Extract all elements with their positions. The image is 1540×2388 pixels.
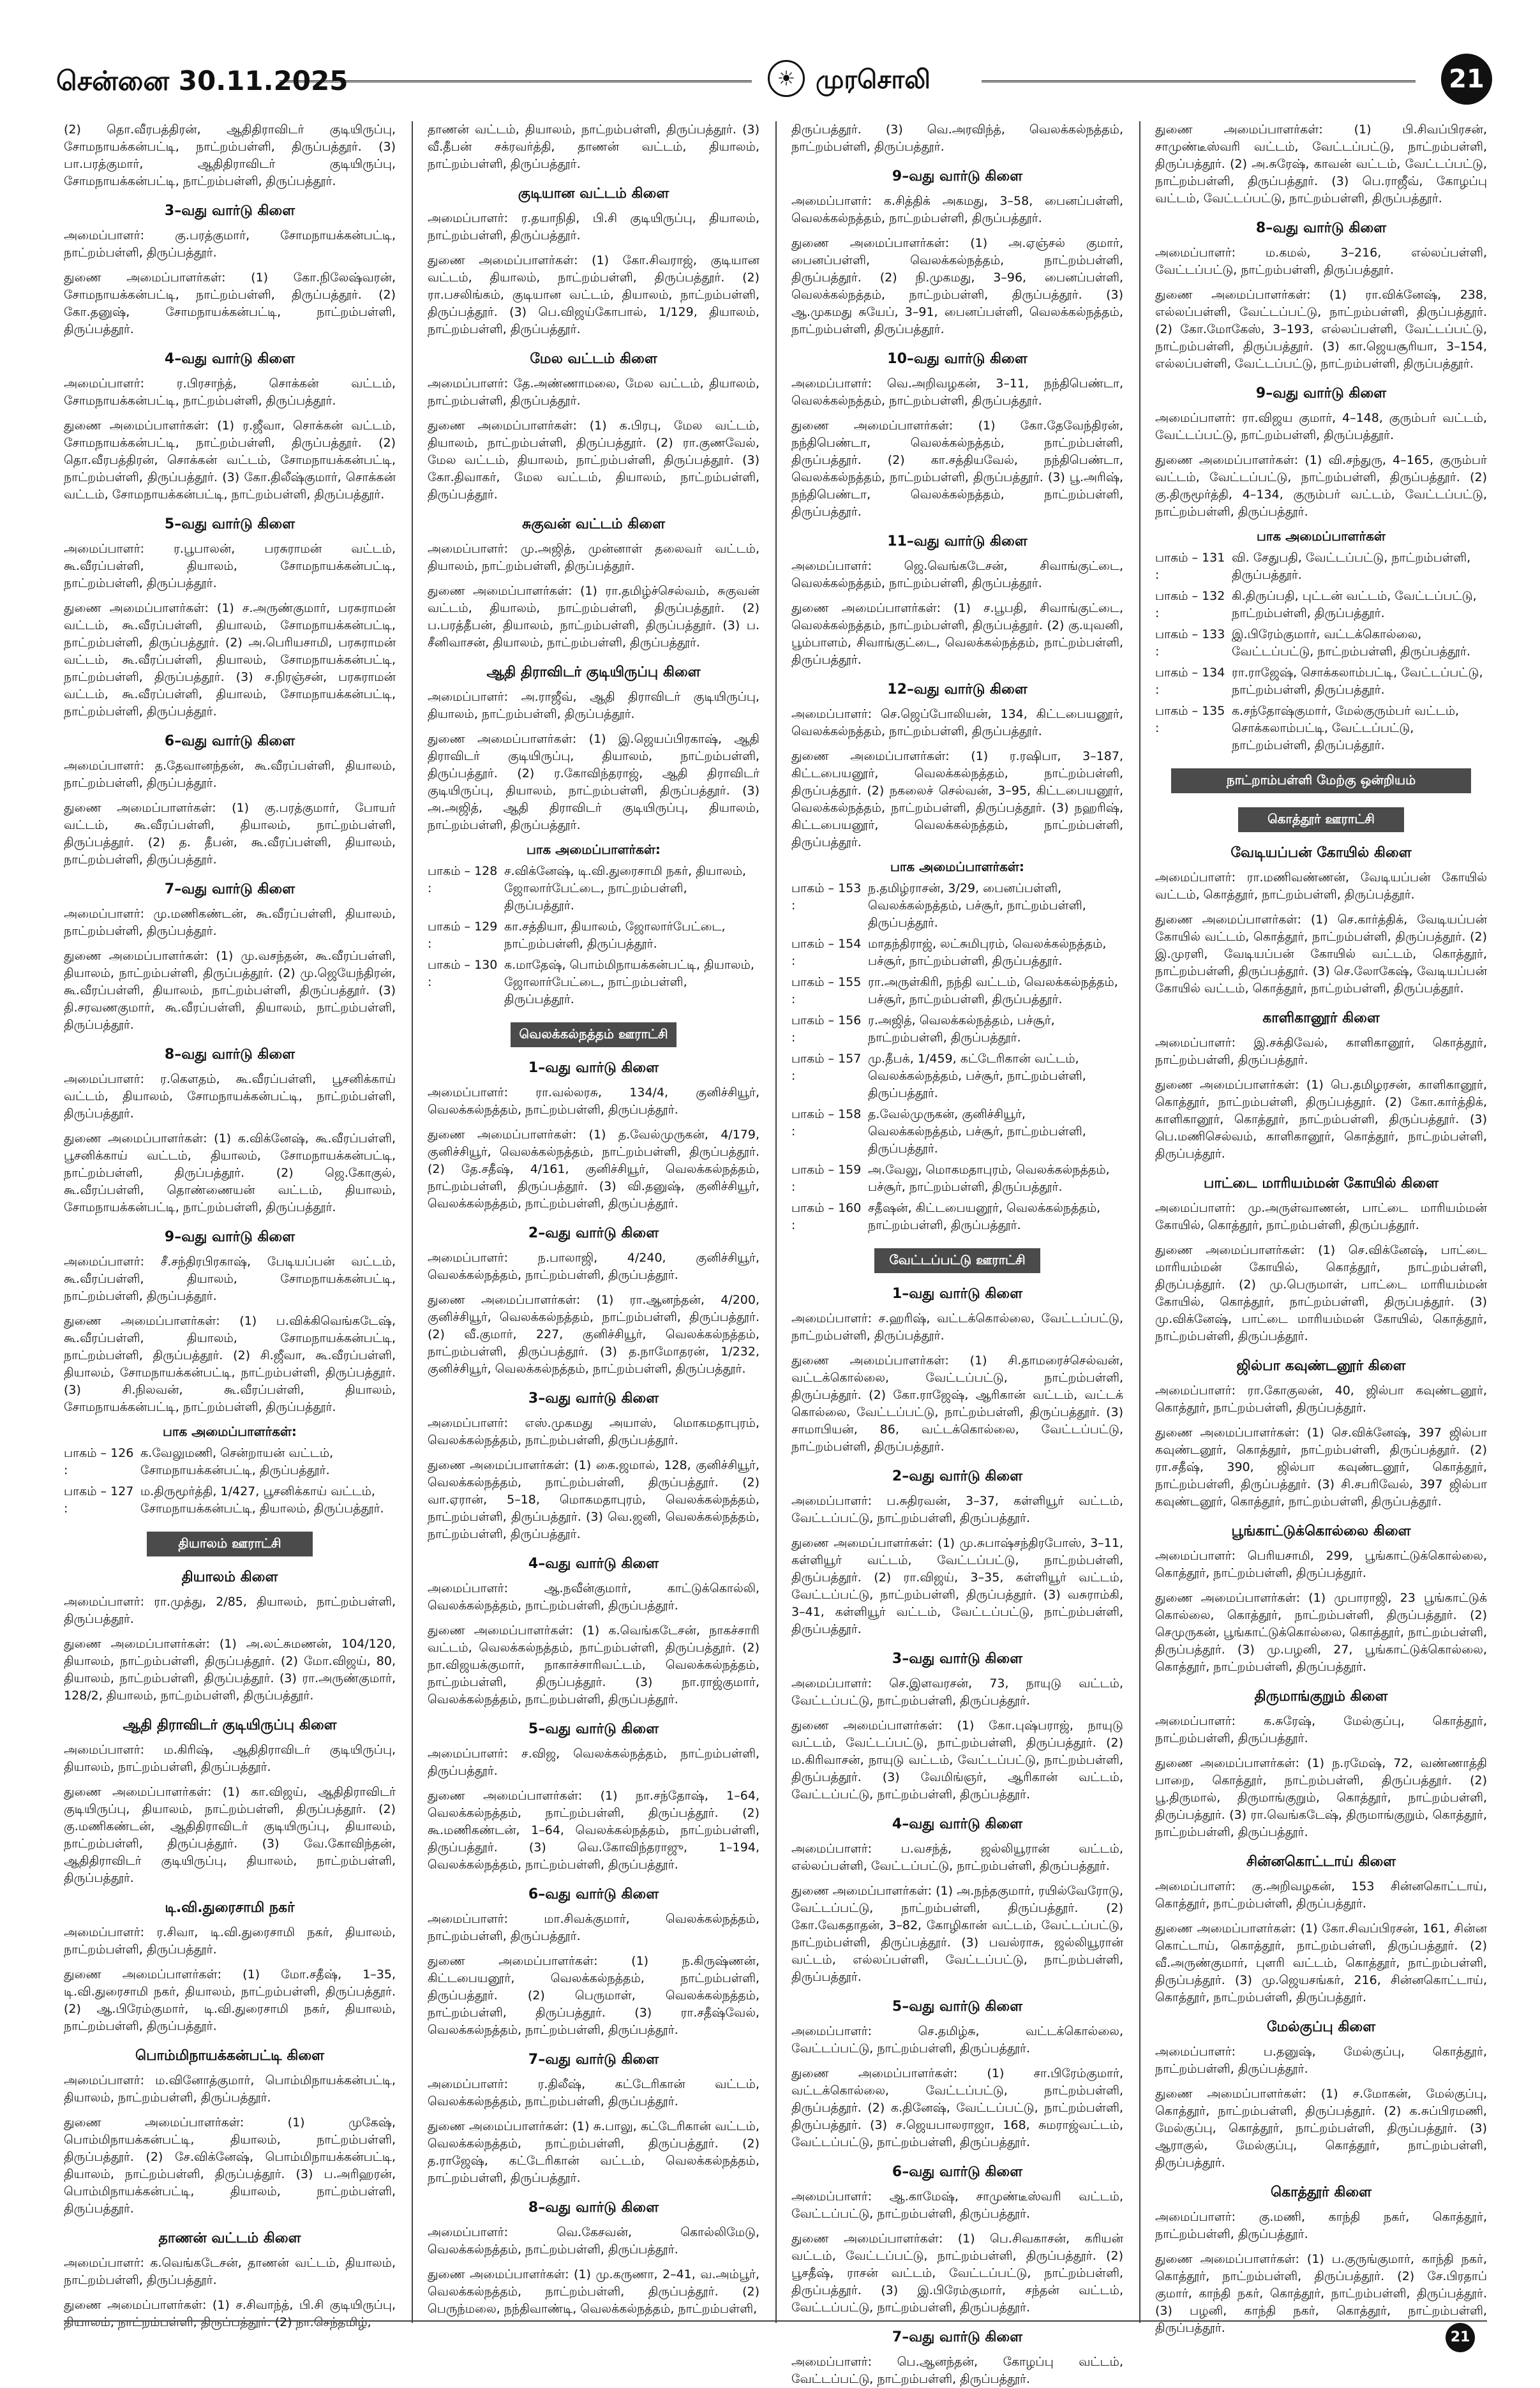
deputy-organizers-entry: துணை அமைப்பாளர்கள்: (1) மோ.சதீஷ், 1–35, டி.வி.துரைசாமி நகர், தியாலம், நாட்றம்பள்ளி, திருப்பத்தூர். (2) ஆ.பிரேம்குமார், டி.வி.துரைசாமி நகர், தியாலம், நாட்றம்பள்ளி, திருப்பத்தூர். [64,1967,396,2033]
deputy-organizers-entry: துணை அமைப்பாளர்கள்: (1) கோ.நிலேஷ்வரன், சோமநாயக்கன்பட்டி, நாட்றம்பள்ளி, திருப்பத்தூர். (2) கோ.தனுஷ், சோமநாயக்கன்பட்டி, நாட்றம்பள்ளி, திருப்பத்தூர். [64,271,396,336]
booth-label: பாகம் – 156 : [791,1013,862,1045]
section-heading: 12–வது வார்டு கிளை [887,682,1028,698]
deputy-organizers-entry: துணை அமைப்பாளர்கள்: (1) ச.மோகன், மேல்குப்பு, கொத்தூர், நாட்றம்பள்ளி, திருப்பத்தூர். (2) க.சுப்பிரமணி, மேல்குப்பு, கொத்தூர், நாட்றம்பள்ளி, திருப்பத்தூர். (3) ஆராகுல், மேல்குப்பு, கொத்தூர், நாட்றம்பள்ளி, திருப்பத்தூர். [1155,2087,1487,2170]
organizer-entry: அமைப்பாளர்: அ.ராஜீவ், ஆதி திராவிடர் குடியிருப்பு, தியாலம், நாட்றம்பள்ளி, திருப்பத்தூர். [428,690,759,721]
organizer-entry: அமைப்பாளர்: ர.கௌதம், கூ.வீரப்பள்ளி, பூசனிக்காய் வட்டம், தியாலம், சோமநாயக்கன்பட்டி, நாட்றம்பள்ளி, திருப்பத்தூர். [64,1072,396,1121]
section-heading: 6–வது வார்டு கிளை [528,1886,659,1902]
organizer-entry: அமைப்பாளர்: ந.பாலாஜி, 4/240, குனிச்சியூர், வெலக்கல்நத்தம், நாட்றம்பள்ளி, திருப்பத்தூர். [428,1251,759,1282]
column-3 [791,121,1123,2386]
booth-value: வி. சேதுபதி, வேட்டப்பட்டு, நாட்றம்பள்ளி, திருப்பத்தூர். [1232,551,1471,582]
booth-label: பாகம் – 128 : [428,864,498,895]
deputy-organizers-entry: துணை அமைப்பாளர்கள்: (1) த.வேல்முருகன், 4/179, குனிச்சியூர், வெலக்கல்நத்தம், நாட்றம்பள்ளி, திருப்பத்தூர். (2) தே.சதீஷ், 4/161, குனிச்சியூர், வெலக்கல்நத்தம், நாட்றம்பள்ளி, திருப்பத்தூர். (3) வி.தனுஷ், குனிச்சியூர், வெலக்கல்நத்தம், நாட்றம்பள்ளி, திருப்பத்தூர். [428,1128,759,1211]
booth-value: இ.பிரேம்குமார், வட்டக்கொல்லை, வேட்டப்பட்டு, நாட்றம்பள்ளி, திருப்பத்தூர். [1232,627,1470,659]
deputy-organizers-entry: துணை அமைப்பாளர்கள்: (1) நா.சந்தோஷ், 1–64, வெலக்கல்நத்தம், நாட்றம்பள்ளி, திருப்பத்தூர். (2) கூ.மணிகண்டன், 1–64, வெலக்கல்நத்தம், நாட்றம்பள்ளி, திருப்பத்தூர். (3) வெ.கோவிந்தராஜு, 1–194, வெலக்கல்நத்தம், நாட்றம்பள்ளி, திருப்பத்தூர். [428,1789,759,1872]
section-heading: சுகுவன் வட்டம் கிளை [522,516,665,532]
organizer-entry: அமைப்பாளர்: த.தேவானந்தன், கூ.வீரப்பள்ளி, தியாலம், நாட்றம்பள்ளி, திருப்பத்தூர். [64,759,396,790]
panchayat-banner: வெலக்கல்நத்தம் ஊராட்சி [511,1022,677,1047]
deputy-organizers-entry: துணை அமைப்பாளர்கள்: (1) ந.ரமேஷ், 72, வண்ணாத்தி பாறை, கொத்தூர், நாட்றம்பள்ளி, திருப்பத்தூர். (2) பூ.திருமால், திருமாங்குறும், கொத்தூர், நாட்றம்பள்ளி, திருப்பத்தூர். (3) ரா.வெங்கடேஷ், திருமாங்குறும், கொத்தூர், நாட்றம்பள்ளி, திருப்பத்தூர். [1155,1756,1487,1839]
text-paragraph: திருப்பத்தூர். (3) வெ.அரவிந்த், வெலக்கல்நத்தம், நாட்றம்பள்ளி, திருப்பத்தூர். [791,123,1123,154]
organizer-entry: அமைப்பாளர்: பெ.ஆனந்தன், கோழப்பு வட்டம், வேட்டப்பட்டு, நாட்றம்பள்ளி, திருப்பத்தூர். [791,2355,1123,2386]
organizer-entry: அமைப்பாளர்: மு.அருள்வாணன், பாட்டை மாரியம்மன் கோயில், கொத்தூர், நாட்றம்பள்ளி, திருப்பத்தூர். [1155,1201,1487,1232]
booth-value: ந.தமிழ்ராசன், 3/29, பைனப்பள்ளி, வெலக்கல்நத்தம், பச்சூர், நாட்றம்பள்ளி, திருப்பத்தூர். [868,881,1086,930]
section-heading: 3–வது வார்டு கிளை [892,1651,1023,1667]
deputy-organizers-entry: துணை அமைப்பாளர்கள்: (1) ந.கிருஷ்ணன், கிட்டபையனூர், வெலக்கல்நத்தம், நாட்றம்பள்ளி, திருப்பத்தூர். (2) பெருமாள், வெலக்கல்நத்தம், நாட்றம்பள்ளி, திருப்பத்தூர். (3) ரா.சதீஷ்வேல், வெலக்கல்நத்தம், நாட்றம்பள்ளி, திருப்பத்தூர். [428,1954,759,2037]
section-heading: 5–வது வார்டு கிளை [528,1721,659,1737]
organizer-entry: அமைப்பாளர்: ர.தயாநிதி, பி.சி குடியிருப்பு, தியாலம், நாட்றம்பள்ளி, திருப்பத்தூர். [428,211,759,243]
section-heading: 5–வது வார்டு கிளை [892,1999,1023,2015]
deputy-organizers-entry: துணை அமைப்பாளர்கள்: (1) இ.ஜெயப்பிரகாஷ், ஆதி திராவிடர் குடியிருப்பு, தியாலம், நாட்றம்பள்ளி, திருப்பத்தூர். (2) ர.கோவிந்தராஜ், ஆதி திராவிடர் குடியிருப்பு, தியாலம், நாட்றம்பள்ளி, திருப்பத்தூர். (3) அ.அஜித், ஆதி திராவிடர் குடியிருப்பு, தியாலம், நாட்றம்பள்ளி, திருப்பத்தூர். [428,732,759,832]
booth-row [791,936,1123,970]
section-heading: மேல்குப்பு கிளை [1266,2019,1376,2035]
deputy-organizers-entry: துணை அமைப்பாளர்கள்: (1) கை.ஜமால், 128, குனிச்சியூர், வெலக்கல்நத்தம், நாட்றம்பள்ளி, திருப்பத்தூர். (2) வா.ஏரான், 5–18, மொகமதாபுரம், வெலக்கல்நத்தம், நாட்றம்பள்ளி, திருப்பத்தூர். (3) வெ.ஜனி, வெலக்கல்நத்தம், நாட்றம்பள்ளி, திருப்பத்தூர். [428,1458,759,1541]
booth-row [1155,703,1487,754]
booth-label: பாகம் – 132 : [1155,589,1225,620]
organizer-entry: அமைப்பாளர்: ரா.கோகுலன், 40, ஜில்பா கவுண்டனூர், கொத்தூர், நாட்றம்பள்ளி, திருப்பத்தூர். [1155,1384,1487,1415]
booth-row [1155,549,1487,584]
deputy-organizers-entry: துணை அமைப்பாளர்கள்: (1) மு.வசந்தன், கூ.வீரப்பள்ளி, தியாலம், நாட்றம்பள்ளி, திருப்பத்தூர். (2) மு.ஜெயேந்திரன், கூ.வீரப்பள்ளி, தியாலம், நாட்றம்பள்ளி, திருப்பத்தூர். (3) தி.சரவணகுமார், கூ.வீரப்பள்ளி, தியாலம், நாட்றம்பள்ளி, திருப்பத்தூர். [64,949,396,1032]
booth-value: ம.திருமூர்த்தி, 1/427, பூசனிக்காய் வட்டம், சோமநாயக்கன்பட்டி, தியாலம், திருப்பத்தூர். [140,1484,384,1516]
section-heading: தாணன் வட்டம் கிளை [158,2230,301,2246]
section-heading: குடியான வட்டம் கிளை [518,186,669,202]
page-number-badge: 21 [1441,54,1492,105]
deputy-organizers-entry: துணை அமைப்பாளர்கள்: (1) ர.ரஷிபா, 3–187, கிட்டபையனூர், வெலக்கல்நத்தம், நாட்றம்பள்ளி, திருப்பத்தூர். (2) நகலைச் செல்வன், 3–95, கிட்டபையனூர், வெலக்கல்நத்தம், நாட்றம்பள்ளி, திருப்பத்தூர். (3) நஹரிஷ், கிட்டபையனூர், வெலக்கல்நத்தம், நாட்றம்பள்ளி, திருப்பத்தூர். [791,749,1123,849]
booth-row [791,974,1123,1008]
deputy-organizers-entry: துணை அமைப்பாளர்கள்: (1) சா.பிரேம்குமார், வட்டக்கொல்லை, வேட்டப்பட்டு, நாட்றம்பள்ளி, திருப்பத்தூர். (2) க.தினேஷ், வேட்டப்பட்டு, நாட்றம்பள்ளி, திருப்பத்தூர். (3) ச.ஜெயபாலராஜா, 168, சுமராஜ்வட்டம், வேட்டப்பட்டு, நாட்றம்பள்ளி, திருப்பத்தூர். [791,2066,1123,2149]
section-heading: 9–வது வார்டு கிளை [1255,385,1387,401]
booth-row [428,918,759,953]
organizer-entry: அமைப்பாளர்: ர.பூபாலன், பரசுராமன் வட்டம், கூ.வீரப்பள்ளி, தியாலம், சோமநாயக்கன்பட்டி, நாட்றம்பள்ளி, திருப்பத்தூர். [64,542,396,590]
booth-row [791,1050,1123,1102]
booth-row [428,957,759,1008]
booth-row [791,1200,1123,1234]
booth-label: பாகம் – 159 : [791,1163,862,1194]
organizer-entry: அமைப்பாளர்: ச.ஹரிஷ், வட்டக்கொல்லை, வேட்டப்பட்டு, நாட்றம்பள்ளி, திருப்பத்தூர். [791,1311,1123,1343]
section-heading: திருமாங்குறும் கிளை [1254,1689,1388,1705]
section-heading: ஆதி திராவிடர் குடியிருப்பு கிளை [486,664,701,680]
booth-organizers-heading: பாக அமைப்பாளர்கள்: [527,842,661,857]
section-heading: 9–வது வார்டு கிளை [892,168,1023,184]
organizer-entry: அமைப்பாளர்: மு.மணிகண்டன், கூ.வீரப்பள்ளி, தியாலம், நாட்றம்பள்ளி, திருப்பத்தூர். [64,907,396,938]
section-heading: 5–வது வார்டு கிளை [164,516,295,532]
column-1 [64,121,396,2329]
deputy-organizers-entry: துணை அமைப்பாளர்கள்: (1) முகேஷ், பொம்மிநாயக்கன்பட்டி, தியாலம், நாட்றம்பள்ளி, திருப்பத்தூர். (2) சே.விக்னேஷ், பொம்மிநாயக்கன்பட்டி, தியாலம், நாட்றம்பள்ளி, திருப்பத்தூர். (3) ப.அரிஹரன், பொம்மிநாயக்கன்பட்டி, தியாலம், நாட்றம்பள்ளி, திருப்பத்தூர். [64,2116,396,2216]
organizer-entry: அமைப்பாளர்: இ.சக்திவேல், காளிகானூர், கொத்தூர், நாட்றம்பள்ளி, திருப்பத்தூர். [1155,1036,1487,1067]
section-heading: 1–வது வார்டு கிளை [528,1060,659,1076]
deputy-organizers-entry: துணை அமைப்பாளர்கள்: (1) கோ.சிவப்பிரசன், 161, சின்ன கொட்டாய், கொத்தூர், நாட்றம்பள்ளி, திருப்பத்தூர். (2) வீ.அருண்குமார், புளரி வட்டம், கொத்தூர், நாட்றம்பள்ளி, திருப்பத்தூர். (3) மு.ஜெயசங்கர், 216, சின்னகொட்டாய், கொத்தூர், நாட்றம்பள்ளி, திருப்பத்தூர். [1155,1922,1487,2004]
booth-value: ரா.ராஜேஷ், சொக்கலாம்பட்டி, வேட்டப்பட்டு, நாட்றம்பள்ளி, திருப்பத்தூர். [1232,666,1483,697]
deputy-organizers-entry: துணை அமைப்பாளர்கள்: (1) கோ.புஷ்பராஜ், நாயுடு வட்டம், வேட்டப்பட்டு, நாட்றம்பள்ளி, திருப்பத்தூர். (2) ம.கிரிவாசன், நாயுடு வட்டம், வேட்டப்பட்டு, நாட்றம்பள்ளி, திருப்பத்தூர். (3) வேமிங்ஞர், ஆரிகான் வட்டம், வேட்டப்பட்டு, நாட்றம்பள்ளி, திருப்பத்தூர். [791,1719,1123,1802]
issue-date: சென்னை 30.11.2025 [56,65,348,96]
booth-row [1155,588,1487,622]
deputy-organizers-entry: துணை அமைப்பாளர்கள்: (1) ரா.தமிழ்ச்செல்வம், சுகுவன் வட்டம், தியாலம், நாட்றம்பள்ளி, திருப்பத்தூர். (2) ப.பரத்தீபன், தியாலம், நாட்றம்பள்ளி, திருப்பத்தூர். (3) ப. சீனிவாசன், தியாலம், நாட்றம்பள்ளி, திருப்பத்தூர். [428,584,759,650]
section-heading: 3–வது வார்டு கிளை [164,203,295,219]
booth-label: பாகம் – 158 : [791,1107,862,1138]
deputy-organizers-entry: துணை அமைப்பாளர்கள்: (1) ச.சிவாந்த், பி.சி குடியிருப்பு, தியாலம், நாட்றம்பள்ளி, திருப்பத்தூர். (2) நா.செந்தமிழ், [64,2298,396,2329]
booth-value: மாதந்திராஜ், லட்சுமிபுரம், வெலக்கல்நத்தம், பச்சூர், நாட்றம்பள்ளி, திருப்பத்தூர். [868,937,1107,968]
booth-label: பாகம் – 130 : [428,958,498,989]
deputy-organizers-entry: துணை அமைப்பாளர்கள்: (1) கோ.சிவராஜ், குடியான வட்டம், தியாலம், நாட்றம்பள்ளி, திருப்பத்தூர். (2) ரா.பசலிங்கம், குடியான வட்டம், தியாலம், நாட்றம்பள்ளி, திருப்பத்தூர். (3) பெ.விஜய்கோபால், 1/129, தியாலம், நாட்றம்பள்ளி, திருப்பத்தூர். [428,253,759,336]
organizer-entry: அமைப்பாளர்: ரா.மணிவண்ணன், வேடியப்பன் கோயில் வட்டம், கொத்தூர், நாட்றம்பள்ளி, திருப்பத்தூர். [1155,870,1487,902]
booth-row [64,1445,396,1479]
organizer-entry: அமைப்பாளர்: ம.கிரிஷ், ஆதிதிராவிடர் குடியிருப்பு, தியாலம், நாட்றம்பள்ளி, திருப்பத்தூர். [64,1743,396,1774]
organizer-entry: அமைப்பாளர்: ர.பிரசாந்த், சொக்கன் வட்டம், சோமநாயக்கன்பட்டி, நாட்றம்பள்ளி, திருப்பத்தூர். [64,377,396,408]
organizer-entry: அமைப்பாளர்: எஸ்.முகமது அயாஸ், மொகமதாபுரம், வெலக்கல்நத்தம், நாட்றம்பள்ளி, திருப்பத்தூர். [428,1416,759,1447]
booth-value: அ.வேலு, மொகமதாபுரம், வெலக்கல்நத்தம், பச்சூர், நாட்றம்பள்ளி, திருப்பத்தூர். [868,1163,1110,1194]
deputy-organizers-entry: துணை அமைப்பாளர்கள்: (1) க.பிரபு, மேல வட்டம், தியாலம், நாட்றம்பள்ளி, திருப்பத்தூர். (2) ரா.குணவேல், மேல வட்டம், தியாலம், நாட்றம்பள்ளி, திருப்பத்தூர். (3) கோ.திவாகர், மேல வட்டம், தியாலம், நாட்றம்பள்ளி, திருப்பத்தூர். [428,419,759,502]
section-heading: வேடியப்பன் கோயில் கிளை [1230,845,1412,861]
column-4 [1155,121,1487,2335]
booth-value: க.சந்தோஷ்குமார், மேல்குரும்பர் வட்டம், சொக்கலாம்பட்டி, வேட்டப்பட்டு, நாட்றம்பள்ளி, திருப்பத்தூர். [1232,704,1460,752]
deputy-organizers-entry: துணை அமைப்பாளர்கள்: (1) அ.நந்தகுமார், ரயில்வேரோடு, வேட்டப்பட்டு, நாட்றம்பள்ளி, திருப்பத்தூர். (2) கோ.வேகதாதன், 3–82, கோழிகான் வட்டம், வேட்டப்பட்டு, நாட்றம்பள்ளி, திருப்பத்தூர். (3) பவல்ராசு, ஜல்லியூரான் வட்டம், எல்லப்பள்ளி, வேட்டப்பட்டு, நாட்றம்பள்ளி, திருப்பத்தூர். [791,1884,1123,1984]
booth-row [791,880,1123,932]
booth-value: ர.அஜித், வெலக்கல்நத்தம், பச்சூர், நாட்றம்பள்ளி, திருப்பத்தூர். [868,1013,1055,1045]
booth-row [791,1161,1123,1196]
organizer-entry: அமைப்பாளர்: கு.பரத்குமார், சோமநாயக்கன்பட்டி, நாட்றம்பள்ளி, திருப்பத்தூர். [64,228,396,260]
deputy-organizers-entry: துணை அமைப்பாளர்கள்: (1) செ.விக்னேஷ், 397 ஜில்பா கவுண்டனூர், கொத்தூர், நாட்றம்பள்ளி, திருப்பத்தூர். (2) ரா.சதீஷ், 390, ஜில்பா கவுண்டனூர், கொத்தூர், நாட்றம்பள்ளி, திருப்பத்தூர். (3) சி.சபரிவேல், 397 ஜில்பா கவுண்டனூர், கொத்தூர், நாட்றம்பள்ளி, திருப்பத்தூர். [1155,1426,1487,1509]
booth-label: பாகம் – 127 : [64,1484,134,1516]
deputy-organizers-entry: துணை அமைப்பாளர்கள்: (1) பெ.சிவகாசன், கரியன் வட்டம், வேட்டப்பட்டு, நாட்றம்பள்ளி, திருப்பத்தூர். (2) பூசதீஷ், ராசன் வட்டம், வேட்டப்பட்டு, நாட்றம்பள்ளி, திருப்பத்தூர். (3) இ.பிரேம்குமார், சந்தன் வட்டம், வேட்டப்பட்டு, நாட்றம்பள்ளி, திருப்பத்தூர். [791,2232,1123,2315]
deputy-organizers-entry: துணை அமைப்பாளர்கள்: (1) க.வெங்கடேசன், நாகச்சாரி வட்டம், வெலக்கல்நத்தம், நாட்றம்பள்ளி, திருப்பத்தூர். (2) நா.விஜயக்குமார், நாகாச்சாரிவட்டம், வெலக்கல்நத்தம், நாட்றம்பள்ளி, திருப்பத்தூர். (3) நா.ராஜ்குமார், வெலக்கல்நத்தம், நாட்றம்பள்ளி, திருப்பத்தூர். [428,1623,759,1706]
booth-label: பாகம் – 154 : [791,937,862,968]
section-heading: பாட்டை மாரியம்மன் கோயில் கிளை [1203,1175,1439,1191]
organizer-entry: அமைப்பாளர்: வெ.அறிவழகன், 3–11, நந்திபெண்டா, வெலக்கல்நத்தம், நாட்றம்பள்ளி, திருப்பத்தூர். [791,377,1123,408]
section-heading: டி.வி.துரைசாமி நகர் [165,1900,295,1916]
section-heading: பொம்மிநாயக்கன்பட்டி கிளை [135,2048,325,2064]
organizer-entry: அமைப்பாளர்: ப.தனுஷ், மேல்குப்பு, கொத்தூர், நாட்றம்பள்ளி, திருப்பத்தூர். [1155,2045,1487,2076]
booth-label: பாகம் – 135 : [1155,704,1225,735]
section-heading: 7–வது வார்டு கிளை [164,881,295,897]
article-columns [64,121,1487,2386]
organizer-entry: அமைப்பாளர்: பெரியசாமி, 299, பூங்காட்டுக்கொல்லை, கொத்தூர், நாட்றம்பள்ளி, திருப்பத்தூர். [1155,1549,1487,1580]
section-heading: 6–வது வார்டு கிளை [892,2164,1023,2180]
section-heading: 7–வது வார்டு கிளை [892,2329,1023,2345]
deputy-organizers-entry: துணை அமைப்பாளர்கள்: (1) பெ.தமிழரசன், காளிகானூர், கொத்தூர், நாட்றம்பள்ளி, திருப்பத்தூர். (2) கோ.கார்த்திக், காளிகானூர், கொத்தூர், நாட்றம்பள்ளி, திருப்பத்தூர். (3) பெ.மணிசெல்வம், காளிகானூர், கொத்தூர், நாட்றம்பள்ளி, திருப்பத்தூர். [1155,1078,1487,1161]
deputy-organizers-entry: துணை அமைப்பாளர்கள்: (1) க.விக்னேஷ், கூ.வீரப்பள்ளி, பூசனிக்காய் வட்டம், தியாலம், சோமநாயக்கன்பட்டி, நாட்றம்பள்ளி, திருப்பத்தூர். (2) ஜெ.கோகுல், கூ.வீரப்பள்ளி, தொண்ணையன் வட்டம், தியாலம், சோமநாயக்கன்பட்டி, நாட்றம்பள்ளி, திருப்பத்தூர். [64,1131,396,1214]
organizer-entry: அமைப்பாளர்: ஆ.நவீன்குமார், காட்டுக்கொல்லி, வெலக்கல்நத்தம், நாட்றம்பள்ளி, திருப்பத்தூர். [428,1581,759,1613]
organizer-entry: அமைப்பாளர்: க.சுரேஷ், மேல்குப்பு, கொத்தூர், நாட்றம்பள்ளி, திருப்பத்தூர். [1155,1714,1487,1745]
deputy-organizers-entry: துணை அமைப்பாளர்கள்: (1) பி.சிவப்பிரசன், சாமுண்டீஸ்வரி வட்டம், வேட்டப்பட்டு, நாட்றம்பள்ளி, திருப்பத்தூர். (2) அ.சுரேஷ், காவன் வட்டம், வேட்டப்பட்டு, நாட்றம்பள்ளி, திருப்பத்தூர். (3) பெ.ராஜீவ், கோழப்பு வட்டம், வேட்டப்பட்டு, நாட்றம்பள்ளி, திருப்பத்தூர். [1155,123,1487,205]
organizer-entry: அமைப்பாளர்: ர.சிவா, டி.வி.துரைசாமி நகர், தியாலம், நாட்றம்பள்ளி, திருப்பத்தூர். [64,1925,396,1957]
deputy-organizers-entry: துணை அமைப்பாளர்கள்: (1) செ.கார்த்திக், வேடியப்பன் கோயில் வட்டம், கொத்தூர், நாட்றம்பள்ளி, திருப்பத்தூர். (2) இ.முரளி, வேடியப்பன் கோயில் வட்டம், கொத்தூர், நாட்றம்பள்ளி, திருப்பத்தூர். (3) செ.லோகேஷ், வேடியப்பன் கோயில் வட்டம், கொத்தூர், நாட்றம்பள்ளி, திருப்பத்தூர். [1155,913,1487,996]
masthead [56,56,1499,101]
organizer-entry: அமைப்பாளர்: ச.விஜ, வெலக்கல்நத்தம், நாட்றம்பள்ளி, திருப்பத்தூர். [428,1747,759,1778]
section-heading: 8–வது வார்டு கிளை [528,2200,659,2216]
organizer-entry: அமைப்பாளர்: தே.அண்ணாமலை, மேல வட்டம், தியாலம், நாட்றம்பள்ளி, திருப்பத்தூர். [428,377,759,408]
panchayat-banner: வேட்டப்பட்டு ஊராட்சி [874,1248,1040,1273]
deputy-organizers-entry: துணை அமைப்பாளர்கள்: (1) ச.பூபதி, சிவாங்குட்டை, வெலக்கல்நத்தம், நாட்றம்பள்ளி, திருப்பத்தூர். (2) கு.யுவனி, பூம்பாளம், சிவாங்குட்டை, வெலக்கல்நத்தம், நாட்றம்பள்ளி, திருப்பத்தூர். [791,601,1123,667]
panchayat-banner: கொத்தூர் ஊராட்சி [1238,807,1404,832]
booth-row [1155,664,1487,699]
deputy-organizers-entry: துணை அமைப்பாளர்கள்: (1) செ.விக்னேஷ், பாட்டை மாரியம்மன் கோயில், கொத்தூர், நாட்றம்பள்ளி, திருப்பத்தூர். (2) மு.பெருமாள், பாட்டை மாரியம்மன் கோயில், கொத்தூர், நாட்றம்பள்ளி, திருப்பத்தூர். (3) மு.விக்னேஷ், பாட்டை மாரியம்மன் கோயில், கொத்தூர், நாட்றம்பள்ளி, திருப்பத்தூர். [1155,1243,1487,1343]
booth-organizers-heading: பாக அமைப்பாளர்கள்: [163,1424,297,1439]
deputy-organizers-entry: துணை அமைப்பாளர்கள்: (1) வி.சந்துரு, 4–165, குரும்பர் வட்டம், வேட்டப்பட்டு, நாட்றம்பள்ளி, திருப்பத்தூர். (2) கு.திருமூர்த்தி, 4–134, குரும்பர் வட்டம், வேட்டப்பட்டு, நாட்றம்பள்ளி, திருப்பத்தூர். [1155,453,1487,519]
booth-label: பாகம் – 157 : [791,1052,862,1083]
bottom-rule [64,2320,1487,2322]
booth-label: பாகம் – 134 : [1155,666,1225,697]
deputy-organizers-entry: துணை அமைப்பாளர்கள்: (1) கா.விஜய், ஆதிதிராவிடர் குடியிருப்பு, தியாலம், நாட்றம்பள்ளி, திருப்பத்தூர். (2) கு.மணிகண்டன், ஆதிதிராவிடர் குடியிருப்பு, தியாலம், நாட்றம்பள்ளி, திருப்பத்தூர். (3) வே.கோவிந்தன், ஆதிதிராவிடர் குடியிருப்பு, தியாலம், நாட்றம்பள்ளி, திருப்பத்தூர். [64,1785,396,1885]
booth-label: பாகம் – 160 : [791,1201,862,1232]
organizer-entry: அமைப்பாளர்: ம.வினோத்குமார், பொம்மிநாயக்கன்பட்டி, தியாலம், நாட்றம்பள்ளி, திருப்பத்தூர். [64,2073,396,2105]
union-banner: நாட்றாம்பள்ளி மேற்கு ஒன்றியம் [1171,768,1471,793]
organizer-entry: அமைப்பாளர்: செ.தமிழ்சு, வட்டக்கொல்லை, வேட்டப்பட்டு, நாட்றம்பள்ளி, திருப்பத்தூர். [791,2024,1123,2056]
section-heading: 6–வது வார்டு கிளை [164,733,295,749]
text-paragraph: தாணன் வட்டம், தியாலம், நாட்றம்பள்ளி, திருப்பத்தூர். (3) வீ.தீபன் சக்ரவர்த்தி, தாணன் வட்டம், தியாலம், நாட்றம்பள்ளி, திருப்பத்தூர். [428,123,759,171]
section-heading: மேல வட்டம் கிளை [530,351,657,367]
section-heading: 9–வது வார்டு கிளை [164,1229,295,1245]
organizer-entry: அமைப்பாளர்: வெ.கேசவன், கொல்லிமேடு, வெலக்கல்நத்தம், நாட்றம்பள்ளி, திருப்பத்தூர். [428,2225,759,2257]
section-heading: 3–வது வார்டு கிளை [528,1391,659,1407]
booth-value: மு.தீபக், 1/459, கட்டேரிகான் வட்டம், வெலக்கல்நத்தம், பச்சூர், நாட்றம்பள்ளி, திருப்பத்தூர். [868,1052,1086,1100]
deputy-organizers-entry: துணை அமைப்பாளர்கள்: (1) முபாராஜி, 23 பூங்காட்டுக் கொல்லை, கொத்தூர், நாட்றம்பள்ளி, திருப்பத்தூர். (2) செமுருகன், பூங்காட்டுக்கொல்லை, கொத்தூர், நாட்றம்பள்ளி, திருப்பத்தூர். (3) மு.பழனி, 27, பூங்காட்டுக்கொல்லை, கொத்தூர், நாட்றம்பள்ளி, திருப்பத்தூர். [1155,1591,1487,1674]
organizer-entry: அமைப்பாளர்: ஜெ.வெங்கடேசன், சிவாங்குட்டை, வெலக்கல்நத்தம், நாட்றம்பள்ளி, திருப்பத்தூர். [791,559,1123,590]
section-heading: தியாலம் கிளை [181,1569,278,1585]
organizer-entry: அமைப்பாளர்: க.சித்திக் அகமது, 3–58, பைனப்பள்ளி, வெலக்கல்நத்தம், நாட்றம்பள்ளி, திருப்பத்தூர். [791,194,1123,225]
section-heading: 7–வது வார்டு கிளை [528,2052,659,2068]
booth-value: ச.விக்னேஷ், டி.வி.துரைசாமி நகர், தியாலம், ஜோலார்பேட்டை, நாட்றம்பள்ளி, திருப்பத்தூர். [504,864,747,913]
booth-organizers-heading: பாக அமைப்பாளர்கள்: [890,859,1024,874]
section-heading: 11–வது வார்டு கிளை [887,534,1028,549]
section-heading: கொத்தூர் கிளை [1270,2184,1372,2200]
deputy-organizers-entry: துணை அமைப்பாளர்கள்: (1) ரா.விக்னேஷ், 238, எல்லப்பள்ளி, வேட்டப்பட்டு, நாட்றம்பள்ளி, திருப்பத்தூர். (2) கோ.மோகேஸ், 3–193, எல்லப்பள்ளி, வேட்டப்பட்டு, நாட்றம்பள்ளி, திருப்பத்தூர். (3) கா.ஜெயசூரியா, 3–154, எல்லப்பள்ளி, வேட்டப்பட்டு, நாட்றம்பள்ளி, திருப்பத்தூர். [1155,288,1487,371]
organizer-entry: அமைப்பாளர்: சீ.சந்திரபிரகாஷ், பேடியப்பன் வட்டம், கூ.வீரப்பள்ளி, தியாலம், சோமநாயக்கன்பட்டி, நாட்றம்பள்ளி, திருப்பத்தூர். [64,1255,396,1303]
booth-label: பாகம் – 133 : [1155,627,1225,659]
section-heading: ஆதி திராவிடர் குடியிருப்பு கிளை [123,1717,337,1733]
deputy-organizers-entry: துணை அமைப்பாளர்கள்: (1) அ.லட்சுமணன், 104/120, தியாலம், நாட்றம்பள்ளி, திருப்பத்தூர். (2) மோ.விஜய், 80, தியாலம், நாட்றம்பள்ளி, திருப்பத்தூர். (3) ரா.அருண்குமார், 128/2, தியாலம், நாட்றம்பள்ளி, திருப்பத்தூர். [64,1637,396,1703]
booth-value: க.வேலுமணி, சென்றாயன் வட்டம், சோமநாயக்கன்பட்டி, திருப்பத்தூர். [140,1446,334,1477]
newspaper-title: முரசொலி [816,65,931,94]
booth-value: ரா.அருள்கிரி, நந்தி வட்டம், வெலக்கல்நத்தம், பச்சூர், நாட்றம்பள்ளி, திருப்பத்தூர். [868,975,1118,1006]
deputy-organizers-entry: துணை அமைப்பாளர்கள்: (1) ச.அருண்குமார், பரசுராமன் வட்டம், கூ.வீரப்பள்ளி, தியாலம், சோமநாயக்கன்பட்டி, நாட்றம்பள்ளி, திருப்பத்தூர். (2) அ.பெரியசாமி, பரசுராமன் வட்டம், கூ.வீரப்பள்ளி, தியாலம், சோமநாயக்கன்பட்டி, நாட்றம்பள்ளி, திருப்பத்தூர். (3) ச.நிரஞ்சன், பரசுராமன் வட்டம், கூ.வீரப்பள்ளி, தியாலம், சோமநாயக்கன்பட்டி, நாட்றம்பள்ளி, திருப்பத்தூர். [64,601,396,719]
deputy-organizers-entry: துணை அமைப்பாளர்கள்: (1) சு.பாலு, கட்டேரிகான் வட்டம், வெலக்கல்நத்தம், நாட்றம்பள்ளி, திருப்பத்தூர். (2) த.ராஜேஷ், கட்டேரிகான் வட்டம், வெலக்கல்நத்தம், நாட்றம்பள்ளி, திருப்பத்தூர். [428,2119,759,2185]
deputy-organizers-entry: துணை அமைப்பாளர்கள்: (1) சி.தாமரைச்செல்வன், வட்டக்கொல்லை, வேட்டப்பட்டு, நாட்றம்பள்ளி, திருப்பத்தூர். (2) கோ.ராஜேஷ், ஆரிகான் வட்டம், வட்டக் கொல்லை, வேட்டப்பட்டு, நாட்றம்பள்ளி, திருப்பத்தூர். (3) சாமாபியன், 86, வட்டக்கொல்லை, வேட்டப்பட்டு, நாட்றம்பள்ளி, திருப்பத்தூர். [791,1354,1123,1454]
deputy-organizers-entry: துணை அமைப்பாளர்கள்: (1) மு.கருணா, 2–41, வ.அம்பூர், வெலக்கல்நத்தம், நாட்றம்பள்ளி, திருப்பத்தூர். (2) பெருந்மலை, நந்திவாண்டி, வெலக்கல்நத்தம், நாட்றம்பள்ளி, [428,2267,759,2316]
masthead-rule-right [982,80,1416,82]
booth-row [428,863,759,914]
organizer-entry: அமைப்பாளர்: மா.சிவக்குமார், வெலக்கல்நத்தம், நாட்றம்பள்ளி, திருப்பத்தூர். [428,1912,759,1943]
booth-label: பாகம் – 153 : [791,881,862,913]
booth-value: கா.சத்தியா, தியாலம், ஜோலார்பேட்டை, நாட்றம்பள்ளி, திருப்பத்தூர். [504,920,726,951]
booth-label: பாகம் – 131 : [1155,551,1225,582]
section-heading: 2–வது வார்டு கிளை [892,1468,1023,1484]
booth-organizers-heading: பாக அமைப்பாளர்கள் [1257,528,1386,544]
section-heading: 1–வது வார்டு கிளை [892,1286,1023,1302]
organizer-entry: அமைப்பாளர்: ம.கமல், 3–216, எல்லப்பள்ளி, வேட்டப்பட்டு, நாட்றம்பள்ளி, திருப்பத்தூர். [1155,246,1487,277]
section-heading: ஜில்பா கவுண்டனூர் கிளை [1236,1358,1406,1374]
deputy-organizers-entry: துணை அமைப்பாளர்கள்: (1) அ.ஏஞ்சல் குமார், பைனப்பள்ளி, வெலக்கல்நத்தம், நாட்றம்பள்ளி, திருப்பத்தூர். (2) நி.முகமது, 3–96, பைனப்பள்ளி, வெலக்கல்நத்தம், நாட்றம்பள்ளி, திருப்பத்தூர். (3) ஆ.முகமது சுயேப், 3–91, பைனப்பள்ளி, வெலக்கல்நத்தம், நாட்றம்பள்ளி, திருப்பத்தூர். [791,236,1123,336]
section-heading: 4–வது வார்டு கிளை [892,1816,1023,1832]
booth-row [64,1483,396,1518]
section-heading: 10–வது வார்டு கிளை [887,351,1028,367]
column-2 [428,121,759,2323]
section-heading: 4–வது வார்டு கிளை [164,351,295,367]
organizer-entry: அமைப்பாளர்: ரா.விஜய குமார், 4–148, குரும்பர் வட்டம், வேட்டப்பட்டு, நாட்றம்பள்ளி, திருப்பத்தூர். [1155,411,1487,442]
section-heading: 4–வது வார்டு கிளை [528,1556,659,1572]
organizer-entry: அமைப்பாளர்: ப.சுதிரவன், 3–37, கள்ளியூர் வட்டம், வேட்டப்பட்டு, நாட்றம்பள்ளி, திருப்பத்தூர். [791,1494,1123,1525]
deputy-organizers-entry: துணை அமைப்பாளர்கள்: (1) ரா.ஆனந்தன், 4/200, குனிச்சியூர், வெலக்கல்நத்தம், நாட்றம்பள்ளி, திருப்பத்தூர். (2) வீ.குமார், 227, குனிச்சியூர், வெலக்கல்நத்தம், நாட்றம்பள்ளி, திருப்பத்தூர். (3) த.நாமோதரன், 1/232, குனிச்சியூர், வெலக்கல்நத்தம், நாட்றம்பள்ளி, திருப்பத்தூர். [428,1293,759,1376]
booth-row [791,1106,1123,1158]
organizer-entry: அமைப்பாளர்: ரா.வல்லரசு, 134/4, குனிச்சியூர், வெலக்கல்நத்தம், நாட்றம்பள்ளி, திருப்பத்தூர். [428,1086,759,1117]
deputy-organizers-entry: துணை அமைப்பாளர்கள்: (1) ர.ஜீவா, சொக்கன் வட்டம், சோமநாயக்கன்பட்டி, நாட்றம்பள்ளி, திருப்பத்தூர். (2) தொ.வீரபத்திரன், சொக்கன் வட்டம், சோமநாயக்கன்பட்டி, நாட்றம்பள்ளி, திருப்பத்தூர். (3) கோ.திலீஷ்குமார், சொக்கன் வட்டம், சோமநாயக்கன்பட்டி, நாட்றம்பள்ளி, திருப்பத்தூர். [64,419,396,502]
organizer-entry: அமைப்பாளர்: ஆ.காமேஷ், சாமுண்டீஸ்வரி வட்டம், வேட்டப்பட்டு, நாட்றம்பள்ளி, திருப்பத்தூர். [791,2190,1123,2221]
organizer-entry: அமைப்பாளர்: கு.அறிவழகன், 153 சின்னகொட்டாய், கொத்தூர், நாட்றம்பள்ளி, திருப்பத்தூர். [1155,1879,1487,1911]
organizer-entry: அமைப்பாளர்: செ.இளவரசன், 73, நாயுடு வட்டம், வேட்டப்பட்டு, நாட்றம்பள்ளி, திருப்பத்தூர். [791,1676,1123,1708]
organizer-entry: அமைப்பாளர்: க.வெங்கடேசன், தாணன் வட்டம், தியாலம், நாட்றம்பள்ளி, திருப்பத்தூர். [64,2256,396,2287]
organizer-entry: அமைப்பாளர்: மு.அஜித், முன்னாள் தலைவர் வட்டம், தியாலம், நாட்றம்பள்ளி, திருப்பத்தூர். [428,542,759,573]
deputy-organizers-entry: துணை அமைப்பாளர்கள்: (1) கு.பரத்குமார், போயர் வட்டம், கூ.வீரப்பள்ளி, தியாலம், நாட்றம்பள்ளி, திருப்பத்தூர். (2) த. தீபன், கூ.வீரப்பள்ளி, தியாலம், நாட்றம்பள்ளி, திருப்பத்தூர். [64,801,396,867]
section-heading: பூங்காட்டுக்கொல்லை கிளை [1231,1523,1411,1539]
organizer-entry: அமைப்பாளர்: ரா.முத்து, 2/85, தியாலம், நாட்றம்பள்ளி, திருப்பத்தூர். [64,1595,396,1626]
booth-row [1155,626,1487,660]
booth-label: பாகம் – 129 : [428,920,498,951]
booth-label: பாகம் – 155 : [791,975,862,1006]
deputy-organizers-entry: துணை அமைப்பாளர்கள்: (1) ப.விக்கிவெங்கடேஷ், கூ.வீரப்பள்ளி, தியாலம், சோமநாயக்கன்பட்டி, நாட்றம்பள்ளி, திருப்பத்தூர். (2) சி.ஜீவா, கூ.வீரப்பள்ளி, தியாலம், சோமநாயக்கன்பட்டி, நாட்றம்பள்ளி, திருப்பத்தூர். (3) சி.நிலவன், கூ.வீரப்பள்ளி, தியாலம், சோமநாயக்கன்பட்டி, நாட்றம்பள்ளி, திருப்பத்தூர். [64,1314,396,1414]
panchayat-banner: தியாலம் ஊராட்சி [147,1532,313,1556]
organizer-entry: அமைப்பாளர்: செ.ஜெப்போலியன், 134, கிட்டபையனூர், வெலக்கல்நத்தம், நாட்றம்பள்ளி, திருப்பத்தூர். [791,707,1123,738]
section-heading: 2–வது வார்டு கிளை [528,1225,659,1241]
organizer-entry: அமைப்பாளர்: கு.மணி, காந்தி நகர், கொத்தூர், நாட்றம்பள்ளி, திருப்பத்தூர். [1155,2210,1487,2241]
sun-logo-icon: ☀ [768,60,805,97]
footer-page-number: 21 [1446,2323,1475,2352]
section-heading: காளிகானூர் கிளை [1262,1010,1380,1026]
organizer-entry: அமைப்பாளர்: ர.திலீஷ், கட்டேரிகான் வட்டம், வெலக்கல்நத்தம், நாட்றம்பள்ளி, திருப்பத்தூர். [428,2077,759,2108]
booth-value: க.மாதேஷ், பொம்மிநாயக்கன்பட்டி, தியாலம், ஜோலார்பேட்டை, நாட்றம்பள்ளி, திருப்பத்தூர். [504,958,754,1006]
booth-value: சதீஷன், கிட்டபையனூர், வெலக்கல்நத்தம், நாட்றம்பள்ளி, திருப்பத்தூர். [868,1201,1101,1232]
text-paragraph: (2) தொ.வீரபத்திரன், ஆதிதிராவிடர் குடியிருப்பு, சோமநாயக்கன்பட்டி, நாட்றம்பள்ளி, திருப்பத்தூர். (3) பா.பரத்குமார், ஆதிதிராவிடர் குடியிருப்பு, சோமநாயக்கன்பட்டி, நாட்றம்பள்ளி, திருப்பத்தூர். [64,123,396,188]
section-heading: 8–வது வார்டு கிளை [1255,220,1387,236]
booth-value: கி.திருப்பதி, புட்டன் வட்டம், வேட்டப்பட்டு, நாட்றம்பள்ளி, திருப்பத்தூர். [1232,589,1477,620]
deputy-organizers-entry: துணை அமைப்பாளர்கள்: (1) ப.குருங்குமார், காந்தி நகர், கொத்தூர், நாட்றம்பள்ளி, திருப்பத்தூர். (2) சே.பிரதாப் குமார், காந்தி நகர், கொத்தூர், நாட்றம்பள்ளி, திருப்பத்தூர். (3) பழனி, காந்தி நகர், கொத்தூர், நாட்றம்பள்ளி, திருப்பத்தூர். [1155,2252,1487,2335]
section-heading: 8–வது வார்டு கிளை [164,1047,295,1063]
organizer-entry: அமைப்பாளர்: ப.வசந்த், ஜல்லியூரான் வட்டம், எல்லப்பள்ளி, வேட்டப்பட்டு, நாட்றம்பள்ளி, திருப்பத்தூர். [791,1842,1123,1873]
booth-label: பாகம் – 126 : [64,1446,134,1477]
deputy-organizers-entry: துணை அமைப்பாளர்கள்: (1) கோ.தேவேந்திரன், நந்திபெண்டா, வெலக்கல்நத்தம், நாட்றம்பள்ளி, திருப்பத்தூர். (2) கா.சத்தியவேல், நந்திபெண்டா, வெலக்கல்நத்தம், நாட்றம்பள்ளி, திருப்பத்தூர். (3) பூ.அரிஷ், நந்திபெண்டா, வெலக்கல்நத்தம், நாட்றம்பள்ளி, திருப்பத்தூர். [791,419,1123,519]
deputy-organizers-entry: துணை அமைப்பாளர்கள்: (1) மு.சுபாஷ்சந்திரபோஸ், 3–11, கள்ளியூர் வட்டம், வேட்டப்பட்டு, நாட்றம்பள்ளி, திருப்பத்தூர். (2) ரா.விஜய், 3–35, கள்ளியூர் வட்டம், வேட்டப்பட்டு, நாட்றம்பள்ளி, திருப்பத்தூர். (3) வசுராம்கி, 3–41, கள்ளியூர் வட்டம், வேட்டப்பட்டு, நாட்றம்பள்ளி, திருப்பத்தூர். [791,1536,1123,1636]
section-heading: சின்னகொட்டாய் கிளை [1246,1854,1396,1870]
booth-row [791,1012,1123,1047]
booth-value: த.வேல்முருகன், குனிச்சியூர், வெலக்கல்நத்தம், பச்சூர், நாட்றம்பள்ளி, திருப்பத்தூர். [868,1107,1086,1156]
masthead-rule-left [280,80,752,82]
